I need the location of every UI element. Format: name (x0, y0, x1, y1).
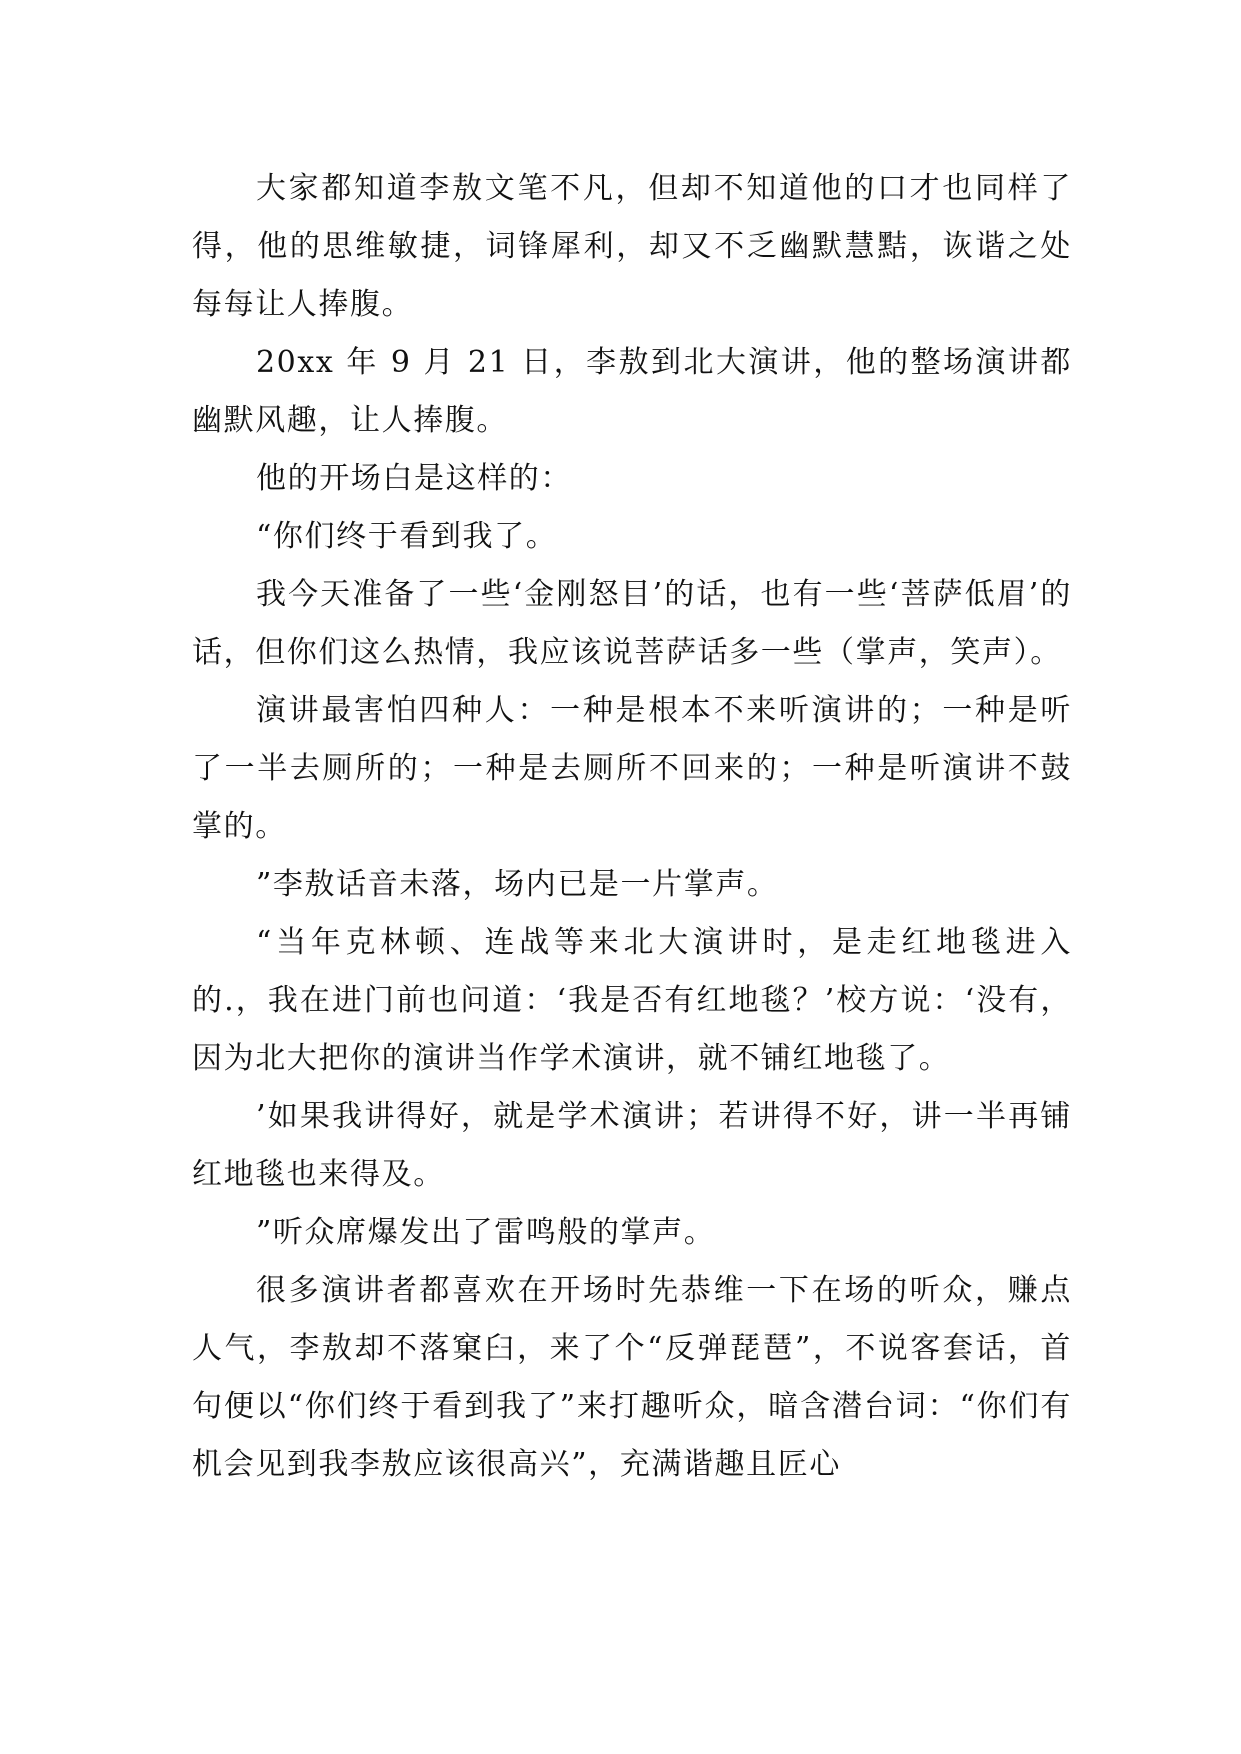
paragraph-5: 我今天准备了一些‘金刚怒目’的话，也有一些‘菩萨低眉’的话，但你们这么热情，我应该说菩萨话多一些（掌声，笑声）。 (192, 577, 1072, 670)
paragraph-11: 很多演讲者都喜欢在开场时先恭维一下在场的听众，赚点人气，李敖却不落窠臼，来了个“反弹琵琶”，不说客套话，首句便以“你们终于看到我了”来打趣听众，暗含潜台词：“你们有机会见到我李敖应该很高兴”，充满谐趣且匠心 (192, 1273, 1072, 1482)
paragraph-4: “你们终于看到我了。 (256, 519, 558, 554)
paragraph-10: ”听众席爆发出了雷鸣般的掌声。 (256, 1215, 716, 1250)
paragraph-1: 大家都知道李敖文笔不凡，但却不知道他的口才也同样了得，他的思维敏捷，词锋犀利，却又不乏幽默慧黠，诙谐之处每每让人捧腹。 (192, 171, 1072, 322)
paragraph-8: “当年克林顿、连战等来北大演讲时，是走红地毯进入的.，我在进门前也问道：‘我是否有红地毯？’校方说：‘没有，因为北大把你的演讲当作学术演讲，就不铺红地毯了。 (192, 925, 1072, 1076)
paragraph-2: 20xx 年 9 月 21 日，李敖到北大演讲，他的整场演讲都幽默风趣，让人捧腹。 (192, 345, 1072, 438)
paragraph-6: 演讲最害怕四种人：一种是根本不来听演讲的；一种是听了一半去厕所的；一种是去厕所不回来的；一种是听演讲不鼓掌的。 (192, 693, 1072, 844)
paragraph-3: 他的开场白是这样的： (256, 461, 572, 496)
document-body (192, 160, 1072, 1494)
paragraph-9: ’如果我讲得好，就是学术演讲；若讲得不好，讲一半再铺红地毯也来得及。 (192, 1099, 1072, 1192)
paragraph-7: ”李敖话音未落，场内已是一片掌声。 (256, 867, 779, 902)
